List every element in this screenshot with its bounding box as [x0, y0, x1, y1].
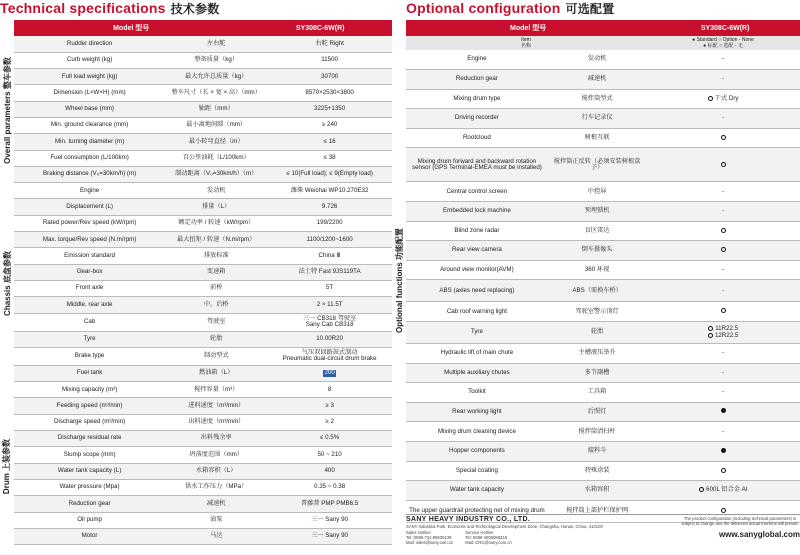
spec-value: 法士特 Fast 9JS119TA [267, 264, 392, 280]
option-circle-icon [721, 135, 726, 140]
option-circle-icon [721, 162, 726, 167]
option-name-cn: 发动机 [548, 50, 647, 70]
spec-name-cn: 轴距（mm） [165, 101, 267, 117]
spec-name-en: Feeding speed (m³/min) [14, 398, 165, 414]
spec-name-en: Mixing capacity (m³) [14, 382, 165, 398]
option-row [406, 260, 800, 280]
spec-row [14, 264, 392, 280]
option-name-cn: 主槽液压举升 [548, 344, 647, 364]
option-value: 11R22.5 12R22.5 [646, 322, 800, 344]
option-row [406, 50, 800, 70]
option-value: - [646, 422, 800, 442]
option-name-cn: 360 环视 [548, 260, 647, 280]
spec-value: 50 ~ 210 [267, 447, 392, 463]
option-name-cn: 接料斗 [548, 442, 647, 462]
option-value: 600L 铝合金 Al [646, 481, 800, 501]
option-row [406, 202, 800, 222]
option-name-en: Hydraulic lift of main chute [406, 344, 548, 364]
spec-name-en: Water pressure (Mpa) [14, 479, 165, 495]
spec-name-en: Wheel base (mm) [14, 101, 165, 117]
spec-value: ≤ 38 [267, 150, 392, 166]
spec-row [14, 166, 392, 182]
option-row [406, 89, 800, 109]
option-name-cn: 减速机 [548, 70, 647, 90]
standard-bullet-icon [721, 408, 726, 413]
option-name-en: Around view monitor(AVM) [406, 260, 548, 280]
spec-value: 199/2200 [267, 215, 392, 231]
spec-name-en: Reduction gear [14, 496, 165, 512]
spec-row [14, 101, 392, 117]
spec-name-en: Discharge speed (m³/min) [14, 414, 165, 430]
spec-value: ≥ 2 [267, 414, 392, 430]
spec-row [14, 496, 392, 512]
option-name-cn: 特殊涂装 [548, 461, 647, 481]
spec-name-en: Engine [14, 183, 165, 199]
spec-name-cn: 整备质量（kg） [165, 52, 267, 68]
option-value: - [646, 280, 800, 302]
option-title: Optional configuration 可选配置 [406, 0, 615, 16]
spec-value: ≥ 3 [267, 398, 392, 414]
spec-name-cn: 出料残余率 [165, 431, 267, 447]
option-value: - [646, 344, 800, 364]
option-name-cn: 搅拌筒型式 [548, 89, 647, 109]
spec-name-en: Full load weight (kg) [14, 69, 165, 85]
spec-value: 8 [267, 382, 392, 398]
spec-row [14, 347, 392, 365]
option-circle-icon [721, 247, 726, 252]
option-value: - [646, 363, 800, 383]
option-row [406, 109, 800, 129]
spec-name-en: Braking distance (V₀=30km/h) (m) [14, 166, 165, 182]
option-row [406, 402, 800, 422]
spec-name-cn: 排放标准 [165, 248, 267, 264]
spec-value: 右舵 Right [267, 36, 392, 52]
spec-row [14, 215, 392, 231]
option-row [406, 461, 800, 481]
option-name-cn: 轮胎 [548, 322, 647, 344]
spec-name-cn: 额定功率 / 转速（kW/rpm） [165, 215, 267, 231]
spec-value: 30700 [267, 69, 392, 85]
spec-header: Model 型号 SY308C-6W(R) [14, 20, 392, 36]
option-name-cn: 搅拌筒清扫杆 [548, 422, 647, 442]
spec-name-cn: 供水工作压力（MPa） [165, 479, 267, 495]
option-value [646, 128, 800, 148]
option-name-cn: 中控屏 [548, 182, 647, 202]
option-name-en: Driving recorder [406, 109, 548, 129]
company-name: SANY HEAVY INDUSTRY CO., LTD. [406, 516, 531, 523]
option-row [406, 322, 800, 344]
spec-name-cn: 最小离地间隙（mm） [165, 117, 267, 133]
optional-configuration-panel [394, 0, 800, 555]
spec-name-cn: 制动距离（V₀=30km/h）（m） [165, 166, 267, 182]
option-value [646, 241, 800, 261]
spec-name-cn: 百公里油耗（L/100km） [165, 150, 267, 166]
spec-row [14, 297, 392, 313]
spec-name-cn: 出料速度（m³/min） [165, 414, 267, 430]
spec-value: 潍柴 Weichai WP10.270E32 [267, 183, 392, 199]
spec-row [14, 117, 392, 133]
option-name-cn: 盲区雷达 [548, 221, 647, 241]
spec-name-en: Gear-box [14, 264, 165, 280]
spec-name-en: Max. torque/Rev speed (N.m/rpm) [14, 232, 165, 248]
spec-name-cn: 发动机 [165, 183, 267, 199]
option-row [406, 442, 800, 462]
spec-row [14, 463, 392, 479]
spec-value: 2 × 11.5T [267, 297, 392, 313]
spec-value: ≤ 16 [267, 134, 392, 150]
spec-row [14, 150, 392, 166]
spec-row [14, 248, 392, 264]
option-row [406, 241, 800, 261]
section-drum: Drum 上装参数 [2, 438, 12, 494]
spec-name-en: Min. ground clearance (mm) [14, 117, 165, 133]
option-name-cn: 行车记录仪 [548, 109, 647, 129]
option-name-en: Mixing drum forward and backward rotation sensor (GPS Terminal-EMEA must be installed) [406, 148, 548, 182]
option-value [646, 302, 800, 322]
option-circle-icon [721, 468, 726, 473]
spec-name-en: Discharge residual rate [14, 431, 165, 447]
company-address: SANY Industrial Park, Economic and Technological Development Zone, Changsha, Hunan, China, 410100 [406, 524, 603, 529]
spec-row [14, 313, 392, 331]
spec-value: China Ⅲ [267, 248, 392, 264]
section-chassis: Chassis 底盘参数 [2, 251, 12, 316]
spec-row [14, 183, 392, 199]
spec-value: 3225+1350 [267, 101, 392, 117]
spec-row [14, 134, 392, 150]
option-name-en: ABS (axles need replacing) [406, 280, 548, 302]
spec-row [14, 365, 392, 381]
option-value: - [646, 70, 800, 90]
spec-value: 400 [267, 463, 392, 479]
spec-row [14, 232, 392, 248]
option-name-cn: 工具箱 [548, 383, 647, 403]
option-name-cn: 树根互联 [548, 128, 647, 148]
spec-value: 11500 [267, 52, 392, 68]
spec-row [14, 414, 392, 430]
spec-value: 5T [267, 280, 392, 296]
spec-value: 8570×2530×3800 [267, 85, 392, 101]
option-name-en: Rear view camera [406, 241, 548, 261]
option-row [406, 302, 800, 322]
option-value [646, 221, 800, 241]
spec-value: ≤ 0.5% [267, 431, 392, 447]
option-name-en: Tyre [406, 322, 548, 344]
option-name-en: Central control screen [406, 182, 548, 202]
spec-row [14, 52, 392, 68]
option-circle-icon [708, 96, 713, 101]
spec-name-cn: 最大允许总质量（kg） [165, 69, 267, 85]
option-name-en: Toolkit [406, 383, 548, 403]
spec-name-cn: 驾驶室 [165, 313, 267, 331]
option-name-cn: 搅拌筒上部护栏保护网 [548, 500, 647, 522]
spec-name-en: Middle, rear axle [14, 297, 165, 313]
spec-row [14, 479, 392, 495]
option-name-en: The upper guardrail protecting net of mixing drum [406, 500, 548, 522]
standard-bullet-icon [721, 448, 726, 453]
option-header: Model 型号 SY308C-6W(R) [406, 20, 800, 36]
spec-name-cn: 马达 [165, 528, 267, 544]
spec-row [14, 382, 392, 398]
spec-value: 普藤普 PMP PMB6.5 [267, 496, 392, 512]
option-name-cn: 搅拌筒正反转（必须安装树根盒子） [548, 148, 647, 182]
option-row [406, 363, 800, 383]
option-row [406, 182, 800, 202]
spec-name-en: Min. turning diameter (m) [14, 134, 165, 150]
spec-name-cn: 减速机 [165, 496, 267, 512]
option-name-en: Blind zone radar [406, 221, 548, 241]
option-circle-icon [708, 333, 713, 338]
option-name-en: Special coating [406, 461, 548, 481]
option-name-en: Rear working light [406, 402, 548, 422]
website-link[interactable]: www.sanyglobal.com [718, 530, 800, 539]
spec-name-cn: 左右舵 [165, 36, 267, 52]
option-subheader: Item 名称 ● Standard ○ Option - None ● 标配 ○ 选配 - 无 [406, 36, 800, 50]
option-row [406, 344, 800, 364]
spec-name-en: Water tank capacity (L) [14, 463, 165, 479]
spec-name-en: Fuel tank [14, 365, 165, 381]
spec-name-en: Slump scope (mm) [14, 447, 165, 463]
disclaimer-note: The product configuration (including technical parameters) is subject to change and the delivered actual machine will prevail. [681, 516, 799, 526]
section-optional-functions: Optional functions 功能配置 [394, 227, 404, 333]
option-name-en: Cab roof warning light [406, 302, 548, 322]
spec-name-cn: 排量（L） [165, 199, 267, 215]
spec-value: 三一 CB318 驾驶室 Sany Cab CB318 [267, 313, 392, 331]
spec-name-cn: 燃油箱（L） [165, 365, 267, 381]
option-name-cn: ABS（需换车桥） [548, 280, 647, 302]
option-name-en: Embedded lock machine [406, 202, 548, 222]
spec-row [14, 280, 392, 296]
spec-title: Technical specifications 技术参数 [0, 0, 220, 16]
option-circle-icon [708, 326, 713, 331]
spec-name-en: Rudder direction [14, 36, 165, 52]
spec-value: 9.726 [267, 199, 392, 215]
spec-value: ≥ 240 [267, 117, 392, 133]
spec-row [14, 331, 392, 347]
spec-name-en: Displacement (L) [14, 199, 165, 215]
spec-row [14, 512, 392, 528]
spec-name-cn: 最大扭矩 / 转速（N.m/rpm） [165, 232, 267, 248]
spec-value: 1100/1200~1600 [267, 232, 392, 248]
option-table [406, 50, 800, 523]
option-value [646, 442, 800, 462]
spec-name-cn: 中、后桥 [165, 297, 267, 313]
spec-name-en: Emission standard [14, 248, 165, 264]
spec-name-en: Brake type [14, 347, 165, 365]
option-value [646, 402, 800, 422]
footer: SANY HEAVY INDUSTRY CO., LTD. SANY Industrial Park, Economic and Technological Development Zone, Changsha, Hunan, China, 410100 Sales Hotline Tel: 0086-731-85830139 Mail: sales@sany.com.cn Service Hotline Tel: 0086-4006098318 Mail: CRC@sany.com.cn The product configuration (including technical parameters) is subject to change and the delivered actual machine will prevail. www.sanyglobal.com [406, 516, 800, 545]
spec-name-en: Oil pump [14, 512, 165, 528]
option-circle-icon [721, 308, 726, 313]
option-name-en: Hopper components [406, 442, 548, 462]
option-value: 干式 Dry [646, 89, 800, 109]
spec-name-cn: 前桥 [165, 280, 267, 296]
footer-divider [406, 514, 800, 515]
spec-row [14, 447, 392, 463]
spec-row [14, 36, 392, 52]
option-row [406, 70, 800, 90]
spec-name-cn: 坍落度范围（mm） [165, 447, 267, 463]
section-overall: Overall parameters 整车参数 [2, 57, 12, 164]
spec-value: 200 [267, 365, 392, 381]
spec-name-en: Tyre [14, 331, 165, 347]
option-row [406, 481, 800, 501]
spec-name-en: Front axle [14, 280, 165, 296]
option-name-cn: 多节副槽 [548, 363, 647, 383]
option-name-cn: 倒车摄像头 [548, 241, 647, 261]
option-value: - [646, 260, 800, 280]
spec-value: 三一 Sany 90 [267, 512, 392, 528]
option-name-en: Engine [406, 50, 548, 70]
spec-name-cn: 搅拌容量（m³） [165, 382, 267, 398]
option-name-cn: 水箱容积 [548, 481, 647, 501]
option-circle-icon [721, 508, 726, 513]
spec-value: ≤ 10(Full load); ≤ 9(Empty load) [267, 166, 392, 182]
option-name-cn: 预埋锁机 [548, 202, 647, 222]
spec-row [14, 398, 392, 414]
option-name-en: Water tank capacity [406, 481, 548, 501]
spec-value: 气压双回路鼓式制动 Pneumatic dual-circuit drum brake [267, 347, 392, 365]
option-value: - [646, 383, 800, 403]
option-name-en: Mixing drum cleaning device [406, 422, 548, 442]
spec-name-en: Motor [14, 528, 165, 544]
option-row [406, 148, 800, 182]
option-value [646, 148, 800, 182]
spec-name-en: Rated power/Rev speed (kW/rpm) [14, 215, 165, 231]
option-name-en: Mixing drum type [406, 89, 548, 109]
option-value: - [646, 50, 800, 70]
option-value: - [646, 202, 800, 222]
option-row [406, 422, 800, 442]
spec-name-cn: 最小转弯直径（m） [165, 134, 267, 150]
spec-name-cn: 水箱容积（L） [165, 463, 267, 479]
spec-name-en: Cab [14, 313, 165, 331]
spec-name-en: Dimension (L×W×H) (mm) [14, 85, 165, 101]
option-value: - [646, 182, 800, 202]
option-value [646, 461, 800, 481]
spec-name-cn: 轮胎 [165, 331, 267, 347]
technical-specifications-panel [0, 0, 392, 555]
option-row [406, 383, 800, 403]
spec-value: 0.35 ~ 0.38 [267, 479, 392, 495]
option-row [406, 280, 800, 302]
spec-name-en: Curb weight (kg) [14, 52, 165, 68]
spec-row [14, 85, 392, 101]
spec-name-cn: 整车尺寸（长 × 宽 × 高）（mm） [165, 85, 267, 101]
spec-row [14, 528, 392, 544]
option-name-en: Multiple auxiliary chutes [406, 363, 548, 383]
option-row [406, 221, 800, 241]
spec-row [14, 199, 392, 215]
option-name-en: Rootcloud [406, 128, 548, 148]
option-circle-icon [721, 228, 726, 233]
spec-name-cn: 进料速度（m³/min） [165, 398, 267, 414]
spec-name-cn: 制动型式 [165, 347, 267, 365]
spec-value: 10.00R20 [267, 331, 392, 347]
spec-name-cn: 变速箱 [165, 264, 267, 280]
spec-name-en: Fuel consumption (L/100km) [14, 150, 165, 166]
spec-name-cn: 油泵 [165, 512, 267, 528]
spec-table [14, 36, 392, 545]
spec-row [14, 431, 392, 447]
option-name-cn: 驾驶室警示顶灯 [548, 302, 647, 322]
option-name-cn: 后照灯 [548, 402, 647, 422]
option-value: - [646, 109, 800, 129]
option-name-en: Reduction gear [406, 70, 548, 90]
spec-row [14, 69, 392, 85]
option-circle-icon [699, 487, 704, 492]
spec-value: 三一 Sany 90 [267, 528, 392, 544]
option-row [406, 128, 800, 148]
